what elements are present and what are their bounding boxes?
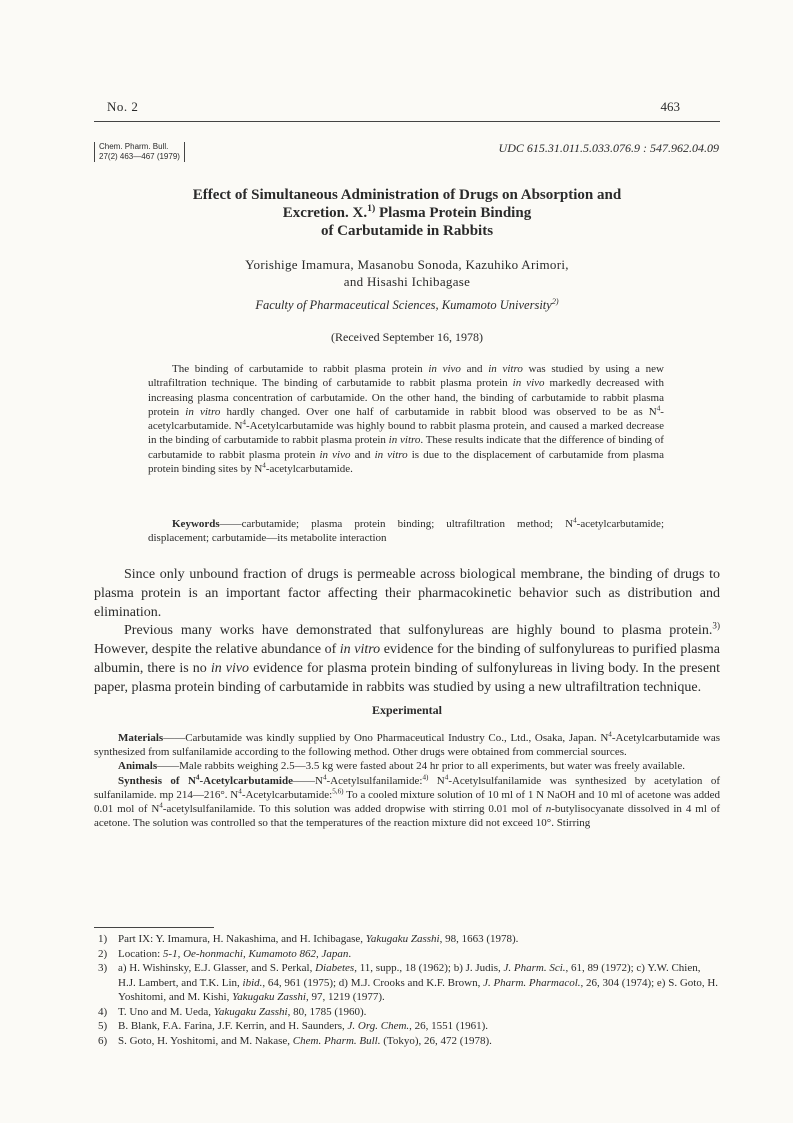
- author-list: [94, 256, 720, 290]
- keywords-label: Keywords: [172, 518, 220, 530]
- text-run: ——Male rabbits weighing 2.5—3.5 kg were fasted about 24 hr prior to all experiments, but water was freely available.: [157, 760, 685, 773]
- abstract: [148, 362, 664, 476]
- text-run: in vitro: [374, 448, 408, 461]
- text-run: Chem. Pharm. Bull.: [292, 1034, 381, 1047]
- text-run: N: [428, 774, 445, 787]
- text-run: , 11, supp., 18 (1962); b) J. Judis,: [354, 962, 504, 974]
- intro-paragraph-1: Since only unbound fraction of drugs is permeable across biological membrane, the binding of drugs to plasma protein is an important factor affecting their pharmacokinetic behavior such as distribution and elimination.: [94, 567, 720, 620]
- text-run: -acetylcarbutamide.: [265, 463, 353, 476]
- text-run: Yakugaku Zasshi: [232, 991, 306, 1003]
- text-run: 4: [444, 772, 449, 781]
- title-line-2: [94, 204, 720, 222]
- experimental-section: [94, 731, 720, 830]
- text-run: 5): [98, 1020, 108, 1032]
- section-heading-experimental: Experimental: [372, 703, 442, 717]
- text-run: .: [348, 947, 352, 960]
- text-run: 4: [573, 516, 577, 525]
- footnote-item: [94, 932, 720, 947]
- udc-classification: UDC 615.31.011.5.033.076.9 : 547.962.04.09: [498, 141, 719, 155]
- text-run: Materials: [118, 732, 164, 744]
- text-run: To a cooled mixture solution of 10 ml of 1 N NaOH and 10 ml of acetone was added 0.01 mol of N: [94, 788, 720, 816]
- text-run: Yakugaku Zasshi: [365, 933, 440, 945]
- ref-link[interactable]: 5,6): [332, 787, 344, 796]
- synthesis-paragraph: [94, 774, 720, 831]
- text-run: a) H. Wishinsky, E.J. Glasser, and S. Perkal,: [118, 962, 316, 974]
- text-run: and: [350, 448, 375, 461]
- text-run: ——carbutamide; plasma protein binding; ultrafiltration method; N: [219, 518, 574, 530]
- text-run: in vitro: [185, 405, 221, 418]
- text-run: in vitro: [488, 363, 523, 375]
- text-run: markedly decreased with increasing plasma concentration of carbutamide. On the other hand, the binding of carbutamide to rabbit plasma protein: [148, 377, 664, 418]
- citation-line-1: Chem. Pharm. Bull.: [99, 142, 169, 151]
- text-run: , 98, 1663 (1978).: [439, 933, 519, 945]
- text-run: and: [460, 363, 489, 375]
- materials-paragraph: [94, 731, 720, 759]
- footnote-divider: [94, 927, 214, 928]
- text-run: 4): [98, 1005, 108, 1018]
- footnote-item: [94, 1034, 720, 1049]
- journal-issue: No. 2: [107, 99, 139, 114]
- text-run: Animals: [118, 760, 158, 773]
- text-run: However, despite the relative abundance of: [94, 642, 340, 658]
- text-run: 4: [195, 772, 200, 781]
- text-run: Synthesis of N: [118, 774, 196, 787]
- affiliation-ref[interactable]: 2): [551, 296, 559, 306]
- text-run: -Acetylsulfanilamide was synthesized by acetylation of sulfanilamide. mp 214—216°. N: [94, 774, 720, 801]
- authors-line-2: and Hisashi Ichibagase: [343, 274, 471, 289]
- ref-link[interactable]: 3): [712, 620, 720, 631]
- text-run: 5-1, Oe-honmachi, Kumamoto 862, Japan: [162, 947, 349, 960]
- title-part: Plasma Protein Binding: [375, 205, 532, 221]
- text-run: , 26, 1551 (1961).: [409, 1020, 488, 1032]
- text-run: in vivo: [428, 363, 461, 375]
- text-run: n: [545, 803, 552, 816]
- text-run: -Acetylcarbutamide was highly bound to rabbit plasma protein, and caused a marked decrease in the binding of carbutamide to rabbit plasma protein: [148, 420, 664, 447]
- text-run: 4: [238, 787, 242, 796]
- text-run: Part IX: Y. Imamura, H. Nakashima, and H. Ichibagase,: [118, 933, 366, 945]
- text-run: ibid.: [242, 976, 263, 989]
- text-run: 2): [98, 947, 108, 960]
- authors-line-1: Yorishige Imamura, Masanobu Sonoda, Kazuhiko Arimori,: [245, 257, 569, 272]
- text-run: in vivo: [210, 660, 250, 676]
- text-run: -Acetylcarbutamide: [199, 774, 293, 787]
- text-run: J. Pharm. Sci.: [503, 962, 566, 974]
- intro-paragraph-2: [94, 622, 720, 697]
- text-run: Yakugaku Zasshi: [213, 1005, 288, 1018]
- text-run: 4: [656, 404, 661, 413]
- text-run: 6): [98, 1034, 108, 1047]
- text-run: , 97, 1219 (1977).: [305, 991, 385, 1003]
- text-run: Diabetes: [315, 962, 355, 974]
- text-run: in vitro: [339, 642, 381, 658]
- text-run: S. Goto, H. Yoshitomi, and M. Nakase,: [118, 1034, 293, 1047]
- footnote-item: [94, 961, 720, 1005]
- article-title: [94, 186, 720, 240]
- ref-link[interactable]: 4): [422, 772, 429, 781]
- text-run: -Acetylsulfanilamide:: [326, 774, 423, 787]
- text-run: -butylisocyanate dissolved in 4 ml of acetone. The solution was controlled so that the temperatures of the reaction mixture did not exceed 10°. Stirring: [94, 803, 720, 830]
- text-run: B. Blank, F.A. Farina, J.F. Kerrin, and H. Saunders,: [118, 1020, 348, 1032]
- text-run: 4: [262, 461, 266, 470]
- footnote-item: [94, 947, 720, 962]
- citation-line-2: 27(2) 463—467 (1979): [99, 152, 180, 161]
- title-ref[interactable]: 1): [367, 203, 376, 214]
- text-run: Previous many works have demonstrated that sulfonylureas are highly bound to plasma protein.: [124, 623, 713, 639]
- journal-citation: [94, 142, 185, 162]
- title-line-1: Effect of Simultaneous Administration of Drugs on Absorption and: [192, 187, 622, 203]
- text-run: 4: [159, 801, 163, 810]
- animals-paragraph: [94, 759, 720, 773]
- text-run: , 64, 961 (1975); d) M.J. Crooks and K.F. Brown,: [262, 976, 484, 989]
- text-run: 1): [98, 933, 108, 945]
- footnote-item: [94, 1019, 720, 1034]
- text-run: -Acetylcarbutamide:: [241, 788, 333, 801]
- text-run: in vivo: [319, 448, 351, 461]
- text-run: (Tokyo), 26, 472 (1978).: [380, 1034, 492, 1047]
- header-divider: [94, 121, 720, 122]
- text-run: The binding of carbutamide to rabbit plasma protein: [172, 363, 429, 375]
- text-run: , 80, 1785 (1960).: [287, 1005, 367, 1018]
- title-part: Excretion. X.: [282, 205, 368, 221]
- text-run: in vivo: [512, 377, 545, 390]
- text-run: . These results indicate that the difference of binding of carbutamide to rabbit plasma protein: [148, 434, 664, 461]
- affiliation: [94, 298, 720, 313]
- text-run: evidence for plasma protein binding of sulfonylureas in living body. In the present paper, plasma protein binding of carbutamide in rabbits was studied by using a new ultrafiltration technique.: [94, 660, 720, 695]
- text-run: T. Uno and M. Ueda,: [118, 1005, 214, 1018]
- title-line-3: of Carbutamide in Rabbits: [320, 223, 494, 239]
- text-run: in vitro: [388, 434, 421, 447]
- affiliation-text: Faculty of Pharmaceutical Sciences, Kumamoto University: [255, 298, 552, 312]
- footnote-item: [94, 1005, 720, 1020]
- text-run: hardly changed. Over one half of carbutamide in rabbit blood was observed to be as N: [220, 405, 657, 418]
- text-run: , 61, 89 (1972); c) Y.W. Chien, H.J. Lambert, and T.K. Lin,: [118, 962, 701, 989]
- text-run: , 26, 304 (1974); e) S. Goto, H. Yoshitomi, and M. Kishi,: [118, 976, 719, 1003]
- introduction: [94, 566, 720, 698]
- text-run: evidence for the binding of sulfonylureas to purified plasma albumin, there is no: [94, 642, 721, 676]
- text-run: -Acetylcarbutamide was synthesized from sulfanilamide according to the following method. Other drugs were obtained from commercial sources.: [94, 732, 720, 759]
- received-date: (Received September 16, 1978): [331, 330, 483, 344]
- text-run: ——Carbutamide was kindly supplied by Ono Pharmaceutical Industry Co., Ltd., Osaka, Japan. N: [163, 732, 609, 744]
- text-run: was studied by using a new ultrafiltration technique. The binding of carbutamide to rabbit plasma protein: [148, 363, 664, 390]
- keywords: [148, 517, 664, 546]
- text-run: J. Org. Chem.: [347, 1020, 410, 1032]
- text-run: J. Pharm. Pharmacol.: [483, 976, 581, 989]
- text-run: -acetylsulfanilamide. To this solution was added dropwise with stirring 0.01 mol of: [162, 803, 546, 816]
- text-run: 4: [608, 730, 612, 739]
- footnotes: [94, 932, 720, 1048]
- text-run: -acetylcarbutamide; displacement; carbutamide—its metabolite interaction: [148, 518, 664, 545]
- text-run: 4: [322, 772, 327, 781]
- text-run: is due to the displacement of carbutamide from plasma protein binding sites by N: [148, 448, 664, 476]
- text-run: Location:: [118, 947, 163, 960]
- text-run: ——N: [292, 774, 323, 787]
- text-run: 3): [98, 962, 108, 974]
- page-number: 463: [660, 99, 680, 114]
- run-in-heading: [118, 772, 293, 787]
- text-run: 4: [242, 418, 246, 427]
- text-run: -acetylcarbutamide. N: [148, 405, 664, 433]
